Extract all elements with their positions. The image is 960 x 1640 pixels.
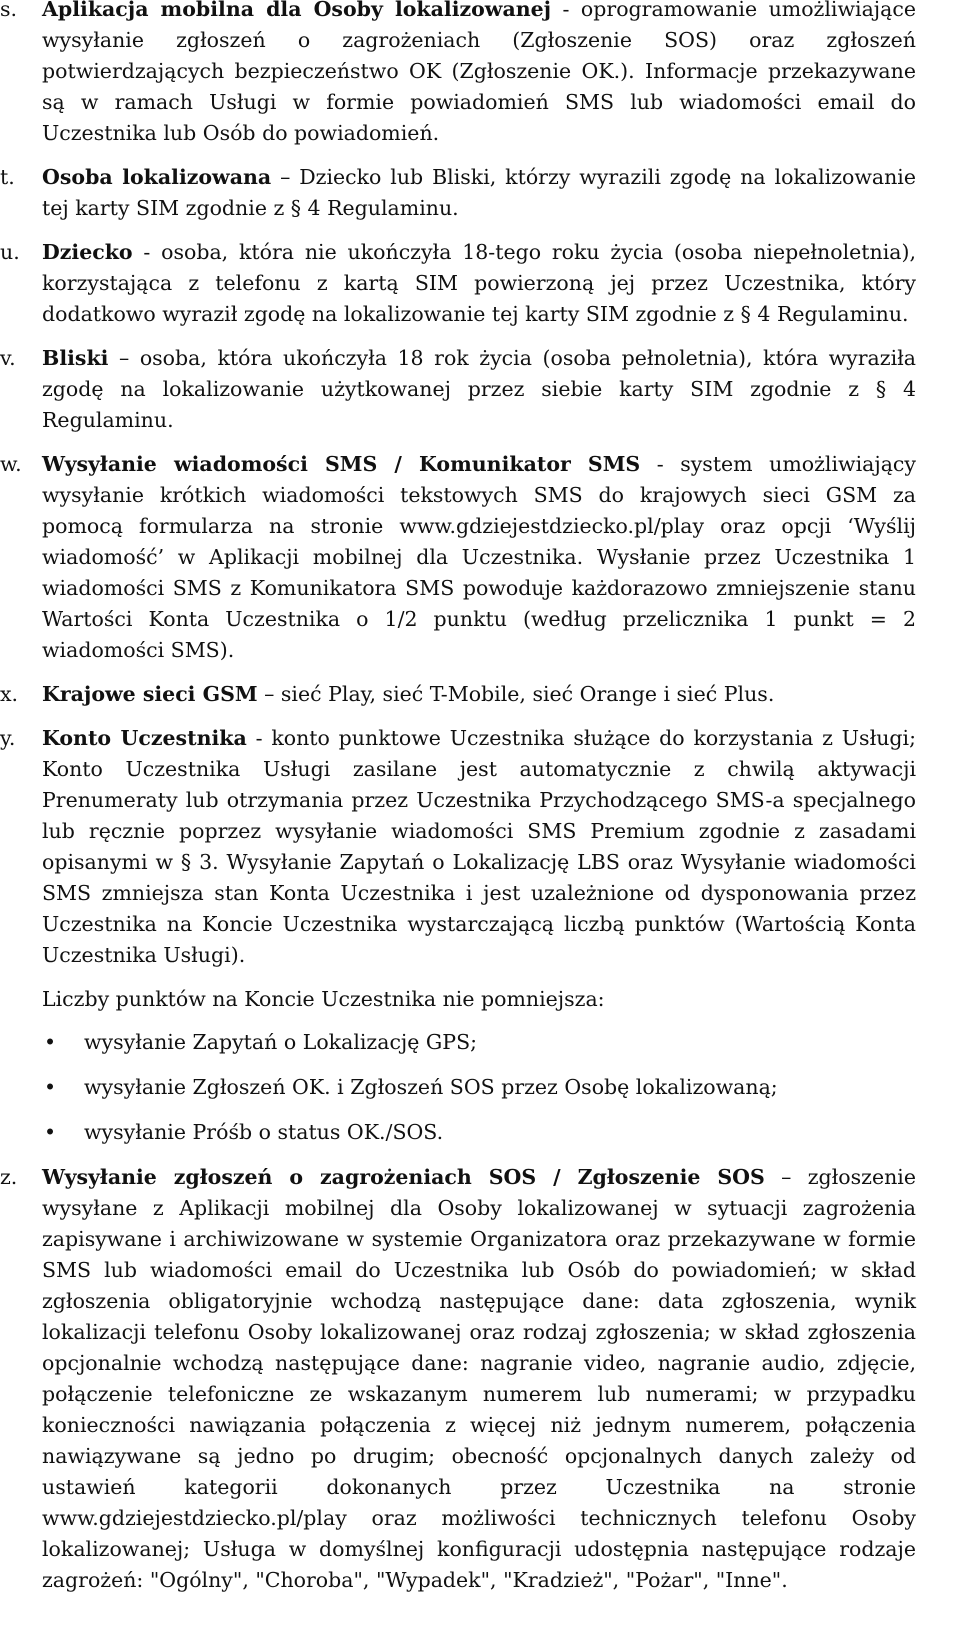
definition-item-w bbox=[0, 449, 916, 666]
definition-item-y bbox=[0, 723, 916, 971]
bullet-icon: • bbox=[44, 1075, 57, 1099]
item-marker: s. bbox=[0, 0, 18, 21]
definition-item-x bbox=[0, 679, 916, 710]
definition-item-v bbox=[0, 343, 916, 436]
definition-term: Wysyłanie zgłoszeń o zagrożeniach SOS / Zgłoszenie SOS bbox=[42, 1165, 765, 1189]
definition-term: Osoba lokalizowana bbox=[42, 165, 272, 189]
definition-term: Krajowe sieci GSM bbox=[42, 682, 258, 706]
definition-text: – Dziecko lub Bliski, którzy wyrazili zgodę na lokalizowanie tej karty SIM zgodnie z § 4 Regulaminu. bbox=[42, 165, 916, 220]
bullet-icon: • bbox=[44, 1120, 57, 1144]
definition-item-s bbox=[0, 0, 916, 149]
definition-item-t bbox=[0, 162, 916, 224]
definition-term: Wysyłanie wiadomości SMS / Komunikator SMS bbox=[42, 452, 641, 476]
definition-term: Konto Uczestnika bbox=[42, 726, 247, 750]
item-marker: y. bbox=[0, 726, 16, 750]
list-item bbox=[0, 1072, 916, 1103]
definition-text: - oprogramowanie umożliwiające wysyłanie zgłoszeń o zagrożeniach (Zgłoszenie SOS) oraz zgłoszeń potwierdzających bezpieczeństwo OK (Zgłoszenie OK.). Informacje przekazywane są w ramach Usługi w formie powiadomień SMS lub wiadomości email do Uczestnika lub Osób do powiadomień. bbox=[42, 0, 916, 145]
definition-term: Dziecko bbox=[42, 240, 133, 264]
item-marker: w. bbox=[0, 452, 22, 476]
list-item-text: wysyłanie Zgłoszeń OK. i Zgłoszeń SOS przez Osobę lokalizowaną; bbox=[84, 1075, 778, 1099]
item-marker: t. bbox=[0, 165, 15, 189]
points-bullet-list bbox=[0, 1027, 916, 1148]
definition-text: – zgłoszenie wysyłane z Aplikacji mobilnej dla Osoby lokalizowanej w sytuacji zagrożenia zapisywane i archiwizowane w systemie Organizatora oraz przekazywane w formie SMS lub wiadomości email do Uczestnika lub Osób do powiadomień; w skład zgłoszenia obligatoryjnie wchodzą następujące dane: data zgłoszenia, wynik lokalizacji telefonu Osoby lokalizowanej oraz rodzaj zgłoszenia; w skład zgłoszenia opcjonalnie wchodzą następujące dane: nagranie video, nagranie audio, zdjęcie, połączenie telefoniczne ze wskazanym numerem lub numerami; w przypadku konieczności nawiązania połączenia z więcej niż jednym numerem, połączenia nawiązywane są jedno po drugim; obecność opcjonalnych danych zależy od ustawień kategorii dokonanych przez Uczestnika na stronie www.gdziejestdziecko.pl/play oraz możliwości technicznych telefonu Osoby lokalizowanej; Usługa w domyślnej konfiguracji udostępnia następujące rodzaje zagrożeń: "Ogólny", "Choroba", "Wypadek", "Kradzież", "Pożar", "Inne". bbox=[42, 1165, 916, 1592]
list-item-text: wysyłanie Zapytań o Lokalizację GPS; bbox=[84, 1030, 478, 1054]
item-marker: u. bbox=[0, 240, 20, 264]
definition-text: – osoba, która ukończyła 18 rok życia (osoba pełnoletnia), która wyraziła zgodę na lokalizowanie użytkowanej przez siebie karty SIM zgodnie z § 4 Regulaminu. bbox=[42, 346, 916, 432]
definition-text: - system umożliwiający wysyłanie krótkich wiadomości tekstowych SMS do krajowych sieci GSM za pomocą formularza na stronie www.gdziejestdziecko.pl/play oraz opcji ‘Wyślij wiadomość’ w Aplikacji mobilnej dla Uczestnika. Wysłanie przez Uczestnika 1 wiadomości SMS z Komunikatora SMS powoduje każdorazowo zmniejszenie stanu Wartości Konta Uczestnika o 1/2 punktu (według przelicznika 1 punkt = 2 wiadomości SMS). bbox=[42, 452, 916, 662]
definition-term: Aplikacja mobilna dla Osoby lokalizowanej bbox=[42, 0, 552, 21]
item-marker: v. bbox=[0, 346, 16, 370]
definition-text: – sieć Play, sieć T-Mobile, sieć Orange i sieć Plus. bbox=[257, 682, 775, 706]
definition-term: Bliski bbox=[42, 346, 109, 370]
points-intro: Liczby punktów na Koncie Uczestnika nie pomniejsza: bbox=[42, 987, 605, 1011]
definition-item-z bbox=[0, 1162, 916, 1596]
bullet-icon: • bbox=[44, 1030, 57, 1054]
definition-text: - osoba, która nie ukończyła 18-tego roku życia (osoba niepełnoletnia), korzystająca z telefonu z kartą SIM powierzoną jej przez Uczestnika, który dodatkowo wyraził zgodę na lokalizowanie tej karty SIM zgodnie z § 4 Regulaminu. bbox=[42, 240, 916, 326]
item-marker: z. bbox=[0, 1165, 18, 1189]
list-item bbox=[0, 1027, 916, 1058]
definition-item-u bbox=[0, 237, 916, 330]
list-item bbox=[0, 1117, 916, 1148]
list-item-text: wysyłanie Próśb o status OK./SOS. bbox=[84, 1120, 444, 1144]
definition-text: - konto punktowe Uczestnika służące do korzystania z Usługi; Konto Uczestnika Usługi zasilane jest automatycznie z chwilą aktywacji Prenumeraty lub otrzymania przez Uczestnika Przychodzącego SMS-a specjalnego lub ręcznie poprzez wysyłanie wiadomości SMS Premium zgodnie z zasadami opisanymi w § 3. Wysyłanie Zapytań o Lokalizację LBS oraz Wysyłanie wiadomości SMS zmniejsza stan Konta Uczestnika i jest uzależnione od dysponowania przez Uczestnika na Koncie Uczestnika wystarczającą liczbą punktów (Wartością Konta Uczestnika Usługi). bbox=[42, 726, 917, 967]
item-marker: x. bbox=[0, 682, 19, 706]
